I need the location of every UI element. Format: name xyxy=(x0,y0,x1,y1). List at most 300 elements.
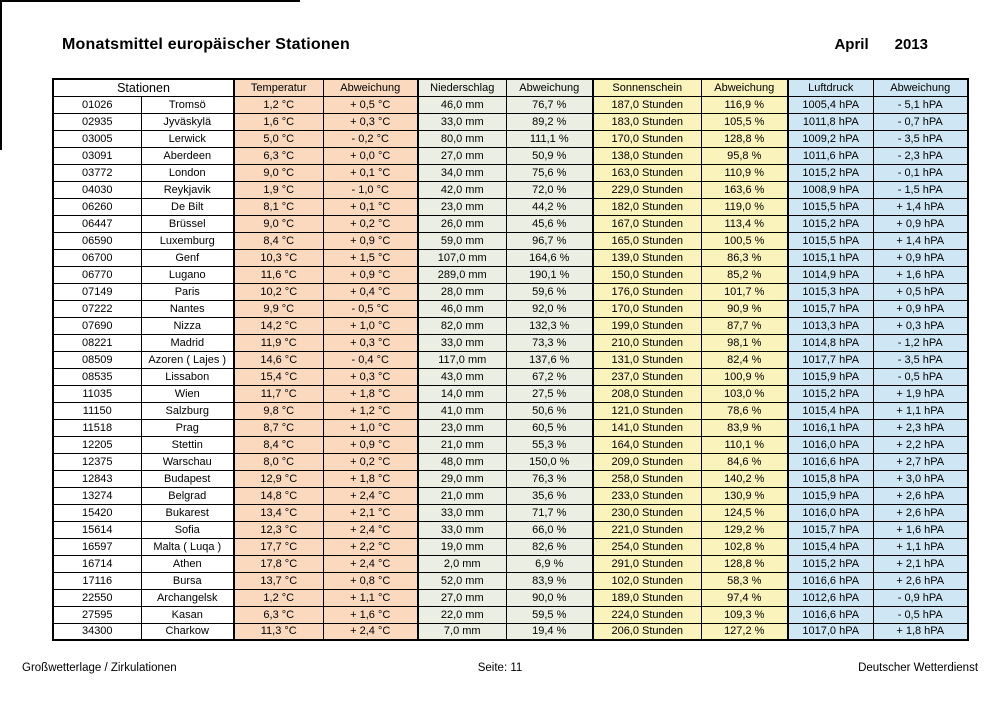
temperature-deviation-cell: + 2,4 °C xyxy=(323,555,418,572)
precipitation-deviation-cell: 60,5 % xyxy=(506,419,593,436)
sunshine-deviation-cell: 128,8 % xyxy=(701,555,788,572)
sunshine-deviation-cell: 85,2 % xyxy=(701,266,788,283)
column-header-sonnenschein-abweichung: Abweichung xyxy=(701,79,788,96)
pressure-deviation-cell: + 3,0 hPA xyxy=(873,470,968,487)
temperature-cell: 6,3 °C xyxy=(234,606,323,623)
sunshine-deviation-cell: 82,4 % xyxy=(701,351,788,368)
pressure-deviation-cell: + 1,1 hPA xyxy=(873,402,968,419)
station-name-cell: Luxemburg xyxy=(141,232,234,249)
pressure-cell: 1015,1 hPA xyxy=(788,249,873,266)
table-row xyxy=(53,368,968,385)
temperature-cell: 9,9 °C xyxy=(234,300,323,317)
temperature-deviation-cell: + 0,9 °C xyxy=(323,266,418,283)
precipitation-cell: 33,0 mm xyxy=(418,521,506,538)
column-header-luftdruck-abweichung: Abweichung xyxy=(873,79,968,96)
pressure-deviation-cell: + 0,9 hPA xyxy=(873,249,968,266)
precipitation-cell: 80,0 mm xyxy=(418,130,506,147)
station-name-cell: Azoren ( Lajes ) xyxy=(141,351,234,368)
sunshine-cell: 176,0 Stunden xyxy=(593,283,701,300)
table-row xyxy=(53,385,968,402)
station-name-cell: Jyväskylä xyxy=(141,113,234,130)
pressure-deviation-cell: + 1,9 hPA xyxy=(873,385,968,402)
station-id-cell: 07149 xyxy=(53,283,141,300)
table-row xyxy=(53,453,968,470)
report-period xyxy=(834,36,928,53)
station-name-cell: Brüssel xyxy=(141,215,234,232)
sunshine-deviation-cell: 100,5 % xyxy=(701,232,788,249)
sunshine-deviation-cell: 103,0 % xyxy=(701,385,788,402)
sunshine-cell: 224,0 Stunden xyxy=(593,606,701,623)
pressure-deviation-cell: - 0,9 hPA xyxy=(873,589,968,606)
sunshine-cell: 183,0 Stunden xyxy=(593,113,701,130)
temperature-deviation-cell: + 0,9 °C xyxy=(323,232,418,249)
station-id-cell: 12843 xyxy=(53,470,141,487)
station-name-cell: London xyxy=(141,164,234,181)
temperature-cell: 11,6 °C xyxy=(234,266,323,283)
sunshine-cell: 233,0 Stunden xyxy=(593,487,701,504)
pressure-deviation-cell: + 0,3 hPA xyxy=(873,317,968,334)
station-name-cell: Budapest xyxy=(141,470,234,487)
pressure-deviation-cell: - 2,3 hPA xyxy=(873,147,968,164)
sunshine-deviation-cell: 110,9 % xyxy=(701,164,788,181)
precipitation-cell: 29,0 mm xyxy=(418,470,506,487)
precipitation-cell: 107,0 mm xyxy=(418,249,506,266)
precipitation-deviation-cell: 55,3 % xyxy=(506,436,593,453)
pressure-cell: 1009,2 hPA xyxy=(788,130,873,147)
column-header-niederschlag: Niederschlag xyxy=(418,79,506,96)
temperature-cell: 9,0 °C xyxy=(234,164,323,181)
pressure-deviation-cell: + 0,9 hPA xyxy=(873,300,968,317)
precipitation-cell: 41,0 mm xyxy=(418,402,506,419)
sunshine-deviation-cell: 116,9 % xyxy=(701,96,788,113)
precipitation-deviation-cell: 190,1 % xyxy=(506,266,593,283)
pressure-cell: 1015,3 hPA xyxy=(788,283,873,300)
station-id-cell: 11150 xyxy=(53,402,141,419)
pressure-cell: 1011,6 hPA xyxy=(788,147,873,164)
footer-right-text: Deutscher Wetterdienst xyxy=(858,662,979,674)
temperature-cell: 6,3 °C xyxy=(234,147,323,164)
temperature-deviation-cell: + 1,8 °C xyxy=(323,470,418,487)
table-row xyxy=(53,96,968,113)
precipitation-deviation-cell: 59,6 % xyxy=(506,283,593,300)
temperature-cell: 11,7 °C xyxy=(234,385,323,402)
precipitation-deviation-cell: 82,6 % xyxy=(506,538,593,555)
pressure-cell: 1011,8 hPA xyxy=(788,113,873,130)
sunshine-deviation-cell: 140,2 % xyxy=(701,470,788,487)
precipitation-cell: 33,0 mm xyxy=(418,113,506,130)
station-id-cell: 11035 xyxy=(53,385,141,402)
table-row xyxy=(53,487,968,504)
station-name-cell: Archangelsk xyxy=(141,589,234,606)
sunshine-deviation-cell: 95,8 % xyxy=(701,147,788,164)
table-row xyxy=(53,623,968,640)
pressure-deviation-cell: + 2,6 hPA xyxy=(873,487,968,504)
table-row xyxy=(53,538,968,555)
temperature-cell: 5,0 °C xyxy=(234,130,323,147)
table-row xyxy=(53,249,968,266)
station-name-cell: Charkow xyxy=(141,623,234,640)
sunshine-deviation-cell: 78,6 % xyxy=(701,402,788,419)
sunshine-deviation-cell: 84,6 % xyxy=(701,453,788,470)
table-row xyxy=(53,470,968,487)
station-name-cell: Tromsö xyxy=(141,96,234,113)
pressure-cell: 1005,4 hPA xyxy=(788,96,873,113)
precipitation-cell: 2,0 mm xyxy=(418,555,506,572)
pressure-cell: 1013,3 hPA xyxy=(788,317,873,334)
temperature-deviation-cell: + 1,6 °C xyxy=(323,606,418,623)
pressure-cell: 1015,5 hPA xyxy=(788,232,873,249)
table-row xyxy=(53,300,968,317)
page-title: Monatsmittel europäischer Stationen xyxy=(62,36,350,53)
pressure-deviation-cell: + 2,3 hPA xyxy=(873,419,968,436)
sunshine-cell: 254,0 Stunden xyxy=(593,538,701,555)
pressure-deviation-cell: + 0,5 hPA xyxy=(873,283,968,300)
precipitation-cell: 7,0 mm xyxy=(418,623,506,640)
sunshine-cell: 182,0 Stunden xyxy=(593,198,701,215)
precipitation-cell: 48,0 mm xyxy=(418,453,506,470)
temperature-cell: 14,2 °C xyxy=(234,317,323,334)
station-id-cell: 06260 xyxy=(53,198,141,215)
pressure-deviation-cell: - 0,5 hPA xyxy=(873,368,968,385)
precipitation-deviation-cell: 132,3 % xyxy=(506,317,593,334)
sunshine-cell: 150,0 Stunden xyxy=(593,266,701,283)
sunshine-cell: 237,0 Stunden xyxy=(593,368,701,385)
precipitation-cell: 19,0 mm xyxy=(418,538,506,555)
precipitation-cell: 27,0 mm xyxy=(418,147,506,164)
station-name-cell: Reykjavik xyxy=(141,181,234,198)
precipitation-cell: 46,0 mm xyxy=(418,300,506,317)
temperature-cell: 8,0 °C xyxy=(234,453,323,470)
station-name-cell: Aberdeen xyxy=(141,147,234,164)
sunshine-cell: 229,0 Stunden xyxy=(593,181,701,198)
table-row xyxy=(53,215,968,232)
temperature-deviation-cell: - 1,0 °C xyxy=(323,181,418,198)
column-header-temperatur-abweichung: Abweichung xyxy=(323,79,418,96)
pressure-cell: 1008,9 hPA xyxy=(788,181,873,198)
table-row xyxy=(53,351,968,368)
temperature-deviation-cell: + 0,0 °C xyxy=(323,147,418,164)
table-row xyxy=(53,317,968,334)
precipitation-cell: 26,0 mm xyxy=(418,215,506,232)
pressure-cell: 1016,0 hPA xyxy=(788,504,873,521)
station-name-cell: Belgrad xyxy=(141,487,234,504)
temperature-deviation-cell: - 0,4 °C xyxy=(323,351,418,368)
pressure-cell: 1016,6 hPA xyxy=(788,606,873,623)
pressure-cell: 1012,6 hPA xyxy=(788,589,873,606)
sunshine-cell: 208,0 Stunden xyxy=(593,385,701,402)
precipitation-deviation-cell: 92,0 % xyxy=(506,300,593,317)
temperature-cell: 8,7 °C xyxy=(234,419,323,436)
temperature-deviation-cell: + 2,1 °C xyxy=(323,504,418,521)
station-id-cell: 08221 xyxy=(53,334,141,351)
pressure-cell: 1015,7 hPA xyxy=(788,521,873,538)
sunshine-deviation-cell: 113,4 % xyxy=(701,215,788,232)
station-name-cell: Kasan xyxy=(141,606,234,623)
sunshine-cell: 221,0 Stunden xyxy=(593,521,701,538)
pressure-cell: 1016,6 hPA xyxy=(788,453,873,470)
header-bar xyxy=(62,36,928,54)
sunshine-cell: 230,0 Stunden xyxy=(593,504,701,521)
pressure-cell: 1017,0 hPA xyxy=(788,623,873,640)
station-id-cell: 02935 xyxy=(53,113,141,130)
temperature-cell: 11,9 °C xyxy=(234,334,323,351)
temperature-deviation-cell: + 0,2 °C xyxy=(323,215,418,232)
pressure-cell: 1016,6 hPA xyxy=(788,572,873,589)
pressure-deviation-cell: - 0,5 hPA xyxy=(873,606,968,623)
pressure-deviation-cell: + 2,7 hPA xyxy=(873,453,968,470)
table-row xyxy=(53,113,968,130)
precipitation-deviation-cell: 73,3 % xyxy=(506,334,593,351)
pressure-deviation-cell: - 1,2 hPA xyxy=(873,334,968,351)
station-name-cell: Wien xyxy=(141,385,234,402)
pressure-deviation-cell: + 2,6 hPA xyxy=(873,572,968,589)
station-name-cell: Lerwick xyxy=(141,130,234,147)
station-id-cell: 15614 xyxy=(53,521,141,538)
table-row xyxy=(53,572,968,589)
pressure-cell: 1015,4 hPA xyxy=(788,402,873,419)
precipitation-cell: 21,0 mm xyxy=(418,436,506,453)
precipitation-cell: 117,0 mm xyxy=(418,351,506,368)
pressure-deviation-cell: + 2,1 hPA xyxy=(873,555,968,572)
page-footer xyxy=(0,662,1000,674)
pressure-deviation-cell: + 1,1 hPA xyxy=(873,538,968,555)
pressure-deviation-cell: + 0,9 hPA xyxy=(873,215,968,232)
station-id-cell: 03005 xyxy=(53,130,141,147)
column-header-luftdruck: Luftdruck xyxy=(788,79,873,96)
station-name-cell: Lugano xyxy=(141,266,234,283)
precipitation-deviation-cell: 59,5 % xyxy=(506,606,593,623)
table-row xyxy=(53,147,968,164)
pressure-deviation-cell: - 1,5 hPA xyxy=(873,181,968,198)
precipitation-deviation-cell: 6,9 % xyxy=(506,555,593,572)
table-row xyxy=(53,606,968,623)
temperature-deviation-cell: + 1,1 °C xyxy=(323,589,418,606)
station-name-cell: Salzburg xyxy=(141,402,234,419)
sunshine-cell: 209,0 Stunden xyxy=(593,453,701,470)
pressure-deviation-cell: - 3,5 hPA xyxy=(873,130,968,147)
precipitation-deviation-cell: 44,2 % xyxy=(506,198,593,215)
sunshine-cell: 258,0 Stunden xyxy=(593,470,701,487)
precipitation-deviation-cell: 50,9 % xyxy=(506,147,593,164)
station-id-cell: 04030 xyxy=(53,181,141,198)
table-row xyxy=(53,419,968,436)
column-header-stationen: Stationen xyxy=(53,79,234,96)
sunshine-deviation-cell: 90,9 % xyxy=(701,300,788,317)
temperature-cell: 14,8 °C xyxy=(234,487,323,504)
temperature-deviation-cell: - 0,2 °C xyxy=(323,130,418,147)
temperature-deviation-cell: + 1,0 °C xyxy=(323,419,418,436)
pressure-deviation-cell: + 1,4 hPA xyxy=(873,232,968,249)
stations-table xyxy=(52,78,969,641)
pressure-cell: 1014,8 hPA xyxy=(788,334,873,351)
pressure-cell: 1015,2 hPA xyxy=(788,385,873,402)
sunshine-cell: 210,0 Stunden xyxy=(593,334,701,351)
station-id-cell: 22550 xyxy=(53,589,141,606)
station-name-cell: Madrid xyxy=(141,334,234,351)
pressure-deviation-cell: - 3,5 hPA xyxy=(873,351,968,368)
station-id-cell: 27595 xyxy=(53,606,141,623)
temperature-cell: 13,7 °C xyxy=(234,572,323,589)
temperature-deviation-cell: + 2,2 °C xyxy=(323,538,418,555)
temperature-deviation-cell: + 0,5 °C xyxy=(323,96,418,113)
pressure-cell: 1016,0 hPA xyxy=(788,436,873,453)
station-name-cell: Nantes xyxy=(141,300,234,317)
scan-artifact-line-left xyxy=(0,0,2,150)
sunshine-deviation-cell: 83,9 % xyxy=(701,419,788,436)
temperature-cell: 8,4 °C xyxy=(234,232,323,249)
temperature-deviation-cell: + 1,0 °C xyxy=(323,317,418,334)
precipitation-cell: 34,0 mm xyxy=(418,164,506,181)
sunshine-cell: 165,0 Stunden xyxy=(593,232,701,249)
sunshine-cell: 170,0 Stunden xyxy=(593,130,701,147)
station-name-cell: Paris xyxy=(141,283,234,300)
precipitation-deviation-cell: 66,0 % xyxy=(506,521,593,538)
sunshine-deviation-cell: 130,9 % xyxy=(701,487,788,504)
station-name-cell: Sofia xyxy=(141,521,234,538)
pressure-deviation-cell: + 1,4 hPA xyxy=(873,198,968,215)
pressure-cell: 1014,9 hPA xyxy=(788,266,873,283)
temperature-cell: 17,8 °C xyxy=(234,555,323,572)
temperature-deviation-cell: + 0,9 °C xyxy=(323,436,418,453)
station-name-cell: Bursa xyxy=(141,572,234,589)
sunshine-cell: 164,0 Stunden xyxy=(593,436,701,453)
station-name-cell: Bukarest xyxy=(141,504,234,521)
sunshine-deviation-cell: 87,7 % xyxy=(701,317,788,334)
precipitation-deviation-cell: 27,5 % xyxy=(506,385,593,402)
temperature-cell: 9,0 °C xyxy=(234,215,323,232)
station-id-cell: 08535 xyxy=(53,368,141,385)
temperature-deviation-cell: + 0,3 °C xyxy=(323,113,418,130)
footer-left-text: Großwetterlage / Zirkulationen xyxy=(22,662,177,674)
table-row xyxy=(53,589,968,606)
sunshine-cell: 138,0 Stunden xyxy=(593,147,701,164)
station-id-cell: 34300 xyxy=(53,623,141,640)
sunshine-cell: 167,0 Stunden xyxy=(593,215,701,232)
pressure-deviation-cell: - 5,1 hPA xyxy=(873,96,968,113)
sunshine-deviation-cell: 124,5 % xyxy=(701,504,788,521)
precipitation-cell: 33,0 mm xyxy=(418,504,506,521)
temperature-deviation-cell: + 1,2 °C xyxy=(323,402,418,419)
temperature-cell: 8,4 °C xyxy=(234,436,323,453)
precipitation-deviation-cell: 76,3 % xyxy=(506,470,593,487)
table-row xyxy=(53,521,968,538)
column-header-temperatur: Temperatur xyxy=(234,79,323,96)
period-month: April xyxy=(834,36,869,53)
station-id-cell: 07222 xyxy=(53,300,141,317)
temperature-deviation-cell: + 0,1 °C xyxy=(323,164,418,181)
temperature-deviation-cell: - 0,5 °C xyxy=(323,300,418,317)
temperature-deviation-cell: + 2,4 °C xyxy=(323,521,418,538)
precipitation-cell: 28,0 mm xyxy=(418,283,506,300)
sunshine-deviation-cell: 102,8 % xyxy=(701,538,788,555)
precipitation-deviation-cell: 67,2 % xyxy=(506,368,593,385)
station-name-cell: Athen xyxy=(141,555,234,572)
station-name-cell: Malta ( Luqa ) xyxy=(141,538,234,555)
temperature-deviation-cell: + 0,1 °C xyxy=(323,198,418,215)
station-name-cell: Prag xyxy=(141,419,234,436)
temperature-cell: 9,8 °C xyxy=(234,402,323,419)
pressure-deviation-cell: + 1,6 hPA xyxy=(873,521,968,538)
sunshine-deviation-cell: 105,5 % xyxy=(701,113,788,130)
precipitation-cell: 22,0 mm xyxy=(418,606,506,623)
precipitation-deviation-cell: 89,2 % xyxy=(506,113,593,130)
temperature-cell: 12,3 °C xyxy=(234,521,323,538)
pressure-cell: 1015,5 hPA xyxy=(788,198,873,215)
column-header-niederschlag-abweichung: Abweichung xyxy=(506,79,593,96)
precipitation-cell: 27,0 mm xyxy=(418,589,506,606)
table-row xyxy=(53,266,968,283)
temperature-cell: 8,1 °C xyxy=(234,198,323,215)
precipitation-cell: 21,0 mm xyxy=(418,487,506,504)
station-name-cell: De Bilt xyxy=(141,198,234,215)
precipitation-deviation-cell: 45,6 % xyxy=(506,215,593,232)
temperature-deviation-cell: + 0,4 °C xyxy=(323,283,418,300)
precipitation-deviation-cell: 71,7 % xyxy=(506,504,593,521)
pressure-deviation-cell: - 0,1 hPA xyxy=(873,164,968,181)
precipitation-cell: 289,0 mm xyxy=(418,266,506,283)
table-row xyxy=(53,402,968,419)
sunshine-deviation-cell: 128,8 % xyxy=(701,130,788,147)
temperature-cell: 12,9 °C xyxy=(234,470,323,487)
precipitation-deviation-cell: 164,6 % xyxy=(506,249,593,266)
temperature-deviation-cell: + 0,3 °C xyxy=(323,334,418,351)
table-row xyxy=(53,198,968,215)
temperature-deviation-cell: + 1,5 °C xyxy=(323,249,418,266)
precipitation-deviation-cell: 137,6 % xyxy=(506,351,593,368)
sunshine-deviation-cell: 101,7 % xyxy=(701,283,788,300)
station-id-cell: 12205 xyxy=(53,436,141,453)
sunshine-deviation-cell: 129,2 % xyxy=(701,521,788,538)
precipitation-deviation-cell: 35,6 % xyxy=(506,487,593,504)
scan-artifact-line-top xyxy=(0,0,300,2)
table-row xyxy=(53,555,968,572)
precipitation-cell: 82,0 mm xyxy=(418,317,506,334)
precipitation-deviation-cell: 90,0 % xyxy=(506,589,593,606)
precipitation-deviation-cell: 76,7 % xyxy=(506,96,593,113)
station-name-cell: Lissabon xyxy=(141,368,234,385)
table-row xyxy=(53,436,968,453)
temperature-cell: 14,6 °C xyxy=(234,351,323,368)
station-id-cell: 13274 xyxy=(53,487,141,504)
pressure-deviation-cell: + 1,8 hPA xyxy=(873,623,968,640)
sunshine-cell: 163,0 Stunden xyxy=(593,164,701,181)
footer-page-number: Seite: 11 xyxy=(477,662,523,674)
precipitation-cell: 59,0 mm xyxy=(418,232,506,249)
station-id-cell: 03772 xyxy=(53,164,141,181)
precipitation-cell: 33,0 mm xyxy=(418,334,506,351)
sunshine-cell: 102,0 Stunden xyxy=(593,572,701,589)
pressure-deviation-cell: + 2,6 hPA xyxy=(873,504,968,521)
precipitation-deviation-cell: 75,6 % xyxy=(506,164,593,181)
temperature-deviation-cell: + 0,3 °C xyxy=(323,368,418,385)
precipitation-deviation-cell: 111,1 % xyxy=(506,130,593,147)
temperature-deviation-cell: + 1,8 °C xyxy=(323,385,418,402)
sunshine-deviation-cell: 110,1 % xyxy=(701,436,788,453)
station-name-cell: Genf xyxy=(141,249,234,266)
station-id-cell: 03091 xyxy=(53,147,141,164)
temperature-cell: 17,7 °C xyxy=(234,538,323,555)
sunshine-cell: 206,0 Stunden xyxy=(593,623,701,640)
temperature-cell: 1,2 °C xyxy=(234,589,323,606)
temperature-cell: 13,4 °C xyxy=(234,504,323,521)
sunshine-deviation-cell: 86,3 % xyxy=(701,249,788,266)
sunshine-deviation-cell: 127,2 % xyxy=(701,623,788,640)
station-id-cell: 08509 xyxy=(53,351,141,368)
sunshine-deviation-cell: 100,9 % xyxy=(701,368,788,385)
precipitation-deviation-cell: 150,0 % xyxy=(506,453,593,470)
sunshine-cell: 199,0 Stunden xyxy=(593,317,701,334)
station-name-cell: Stettin xyxy=(141,436,234,453)
